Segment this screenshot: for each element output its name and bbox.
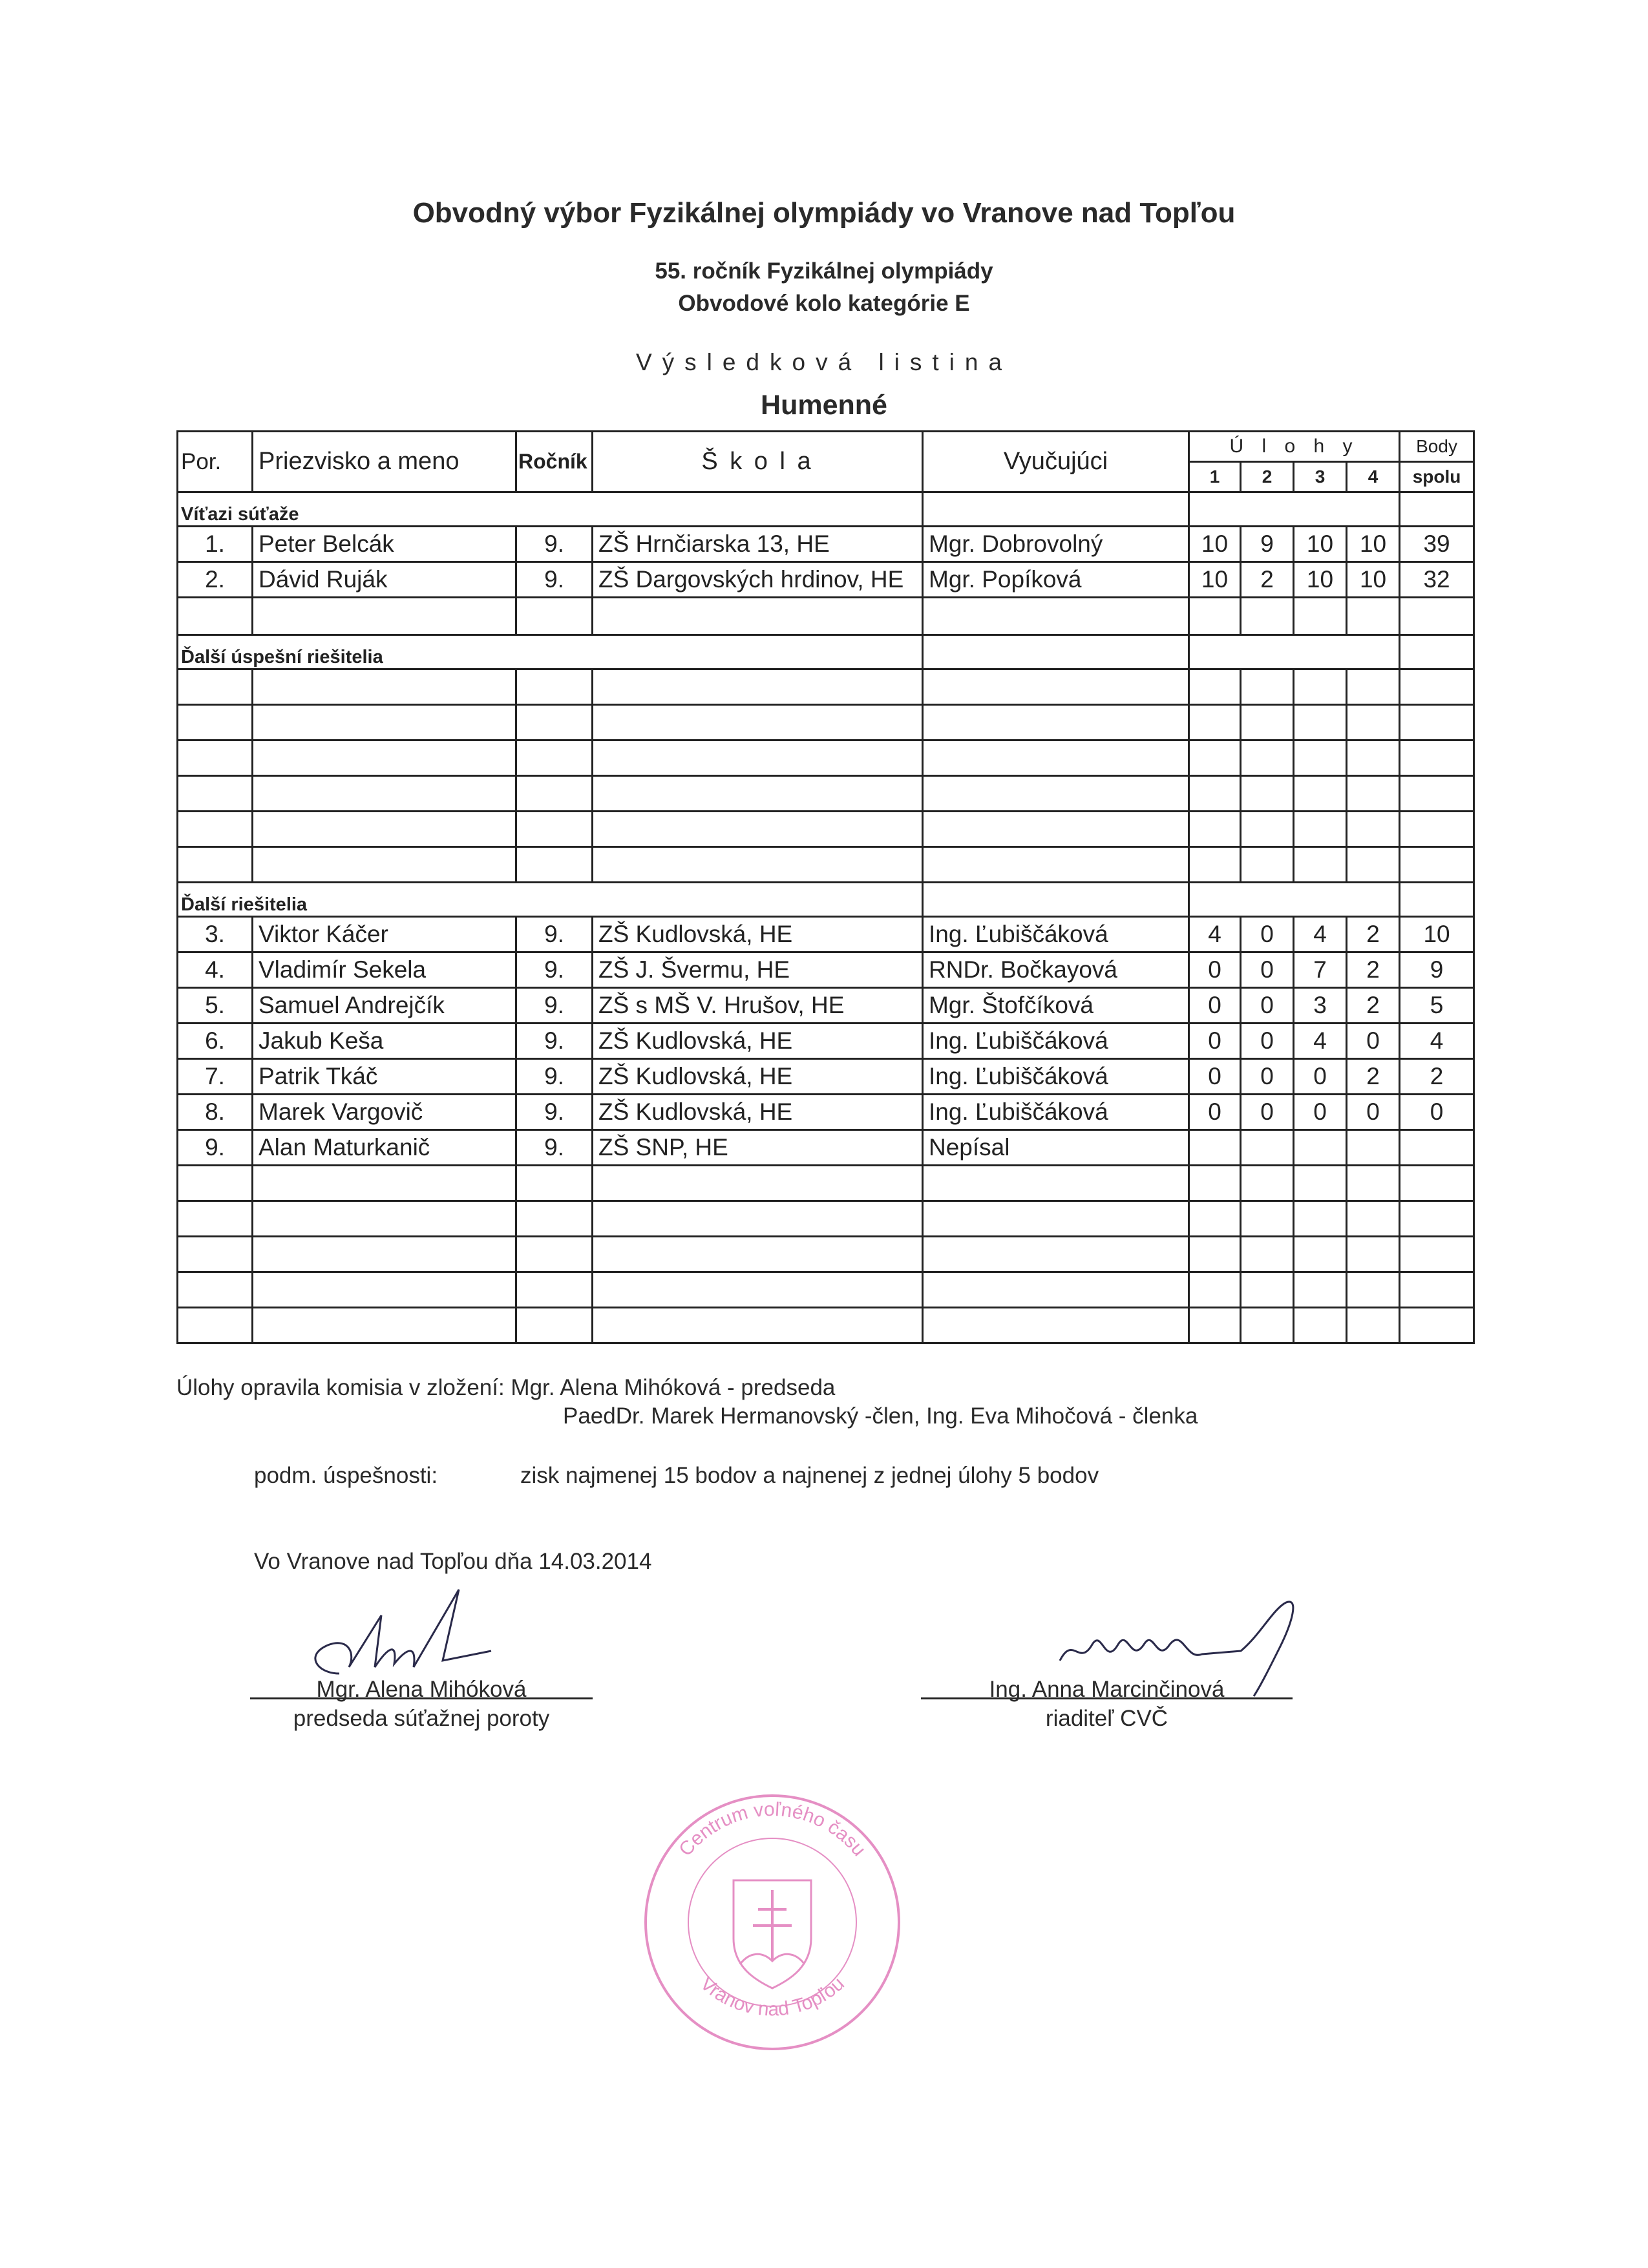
row-task-2 (1241, 1130, 1294, 1166)
row-name: Dávid Ruják (253, 562, 516, 598)
row-task-4: 0 (1347, 1024, 1400, 1059)
row-spolu: 9 (1400, 952, 1474, 988)
row-skola: ZŠ Kudlovská, HE (593, 1024, 923, 1059)
table-row (178, 1059, 1474, 1095)
row-rocnik: 9. (516, 527, 593, 562)
row-task-3 (1294, 1130, 1347, 1166)
winners-rows (178, 527, 1474, 598)
row-por: 6. (178, 1024, 253, 1059)
blank-row (178, 1272, 1474, 1308)
stamp-text-bottom: Vranov nad Topľou (696, 1973, 849, 2021)
row-spolu: 32 (1400, 562, 1474, 598)
blank-row (178, 740, 1474, 776)
header-vyucujuci: Vyučujúci (923, 432, 1189, 492)
section-others-row (178, 883, 1474, 917)
row-name: Jakub Keša (253, 1024, 516, 1059)
blank-row (178, 1237, 1474, 1272)
right-signatory-name: Ing. Anna Marcinčinová (989, 1677, 1225, 1702)
row-skola: ZŠ Dargovských hrdinov, HE (593, 562, 923, 598)
row-task-1 (1189, 1130, 1241, 1166)
table-row (178, 1095, 1474, 1130)
row-task-4: 10 (1347, 527, 1400, 562)
row-task-1: 0 (1189, 952, 1241, 988)
row-skola: ZŠ Hrnčiarska 13, HE (593, 527, 923, 562)
row-task-1: 0 (1189, 1024, 1241, 1059)
row-spolu: 39 (1400, 527, 1474, 562)
row-spolu: 5 (1400, 988, 1474, 1024)
blank-row (178, 776, 1474, 812)
row-por: 4. (178, 952, 253, 988)
row-task-4: 2 (1347, 952, 1400, 988)
row-rocnik: 9. (516, 1024, 593, 1059)
left-signatory-name: Mgr. Alena Mihóková (316, 1677, 527, 1702)
header-por: Por. (178, 432, 253, 492)
row-skola: ZŠ J. Švermu, HE (593, 952, 923, 988)
row-task-2: 0 (1241, 1024, 1294, 1059)
row-task-2: 0 (1241, 1095, 1294, 1130)
commission-line-1: Úlohy opravila komisia v zložení: Mgr. Alena Mihóková - predseda (176, 1375, 836, 1400)
row-name: Patrik Tkáč (253, 1059, 516, 1095)
row-task-4: 10 (1347, 562, 1400, 598)
blank-row (178, 1308, 1474, 1343)
row-name: Vladimír Sekela (253, 952, 516, 988)
district-name: Humenné (761, 390, 887, 421)
blank-rows (178, 669, 1474, 883)
header-task-4: 4 (1347, 462, 1400, 492)
blank-row (178, 598, 1474, 635)
header-rocnik: Ročník (516, 432, 593, 492)
blank-row (178, 812, 1474, 847)
row-vyucujuci: Ing. Ľubiščáková (923, 1095, 1189, 1130)
header-task-1: 1 (1189, 462, 1241, 492)
condition-text: zisk najmenej 15 bodov a najnenej z jednej úlohy 5 bodov (520, 1463, 1099, 1488)
row-por: 7. (178, 1059, 253, 1095)
row-vyucujuci: Ing. Ľubiščáková (923, 917, 1189, 952)
row-task-2: 0 (1241, 988, 1294, 1024)
row-rocnik: 9. (516, 988, 593, 1024)
competition-round: Obvodové kolo kategórie E (678, 291, 970, 316)
row-skola: ZŠ Kudlovská, HE (593, 1059, 923, 1095)
row-task-1: 10 (1189, 527, 1241, 562)
section-others-label: Ďalší riešitelia (178, 883, 923, 917)
row-task-1: 0 (1189, 988, 1241, 1024)
row-task-2: 0 (1241, 952, 1294, 988)
blank-row (178, 1201, 1474, 1237)
row-task-3: 4 (1294, 917, 1347, 952)
row-task-1: 10 (1189, 562, 1241, 598)
row-spolu (1400, 1130, 1474, 1166)
header-spolu: spolu (1400, 462, 1474, 492)
row-task-2: 0 (1241, 917, 1294, 952)
row-task-4: 2 (1347, 917, 1400, 952)
row-spolu: 0 (1400, 1095, 1474, 1130)
row-vyucujuci: Nepísal (923, 1130, 1189, 1166)
row-task-3: 10 (1294, 562, 1347, 598)
row-vyucujuci: RNDr. Bočkayová (923, 952, 1189, 988)
row-task-3: 3 (1294, 988, 1347, 1024)
commission-line-2: PaedDr. Marek Hermanovský -člen, Ing. Eva Mihočová - členka (563, 1403, 1198, 1429)
row-por: 2. (178, 562, 253, 598)
row-skola: ZŠ SNP, HE (593, 1130, 923, 1166)
table-row (178, 562, 1474, 598)
row-rocnik: 9. (516, 1095, 593, 1130)
header-ulohy: Ú l o h y (1189, 432, 1400, 462)
header-task-3: 3 (1294, 462, 1347, 492)
row-name: Viktor Káčer (253, 917, 516, 952)
row-task-3: 4 (1294, 1024, 1347, 1059)
header-task-2: 2 (1241, 462, 1294, 492)
row-name: Peter Belcák (253, 527, 516, 562)
blank-row (178, 705, 1474, 740)
row-task-1: 0 (1189, 1095, 1241, 1130)
row-task-3: 7 (1294, 952, 1347, 988)
row-task-2: 2 (1241, 562, 1294, 598)
row-task-1: 4 (1189, 917, 1241, 952)
row-vyucujuci: Mgr. Štofčíková (923, 988, 1189, 1024)
row-por: 1. (178, 527, 253, 562)
row-task-4: 2 (1347, 1059, 1400, 1095)
header-body: Body (1400, 432, 1474, 462)
section-successful-label: Ďalší úspešní riešitelia (178, 635, 923, 669)
stamp-text-top: Centrum voľného času (675, 1798, 870, 1860)
row-por: 9. (178, 1130, 253, 1166)
competition-year: 55. ročník Fyzikálnej olympiády (655, 258, 993, 284)
row-spolu: 4 (1400, 1024, 1474, 1059)
row-task-4: 2 (1347, 988, 1400, 1024)
row-rocnik: 9. (516, 1059, 593, 1095)
row-task-3: 0 (1294, 1059, 1347, 1095)
blank-row (178, 669, 1474, 705)
left-signatory-role: predseda súťažnej poroty (293, 1706, 550, 1731)
table-header-row (178, 432, 1474, 462)
row-task-1: 0 (1189, 1059, 1241, 1095)
row-name: Alan Maturkanič (253, 1130, 516, 1166)
blank-rows (178, 1166, 1474, 1343)
row-por: 5. (178, 988, 253, 1024)
row-skola: ZŠ Kudlovská, HE (593, 917, 923, 952)
row-skola: ZŠ s MŠ V. Hrušov, HE (593, 988, 923, 1024)
row-spolu: 10 (1400, 917, 1474, 952)
row-vyucujuci: Ing. Ľubiščáková (923, 1059, 1189, 1095)
blank-row (178, 1166, 1474, 1201)
row-vyucujuci: Ing. Ľubiščáková (923, 1024, 1189, 1059)
row-rocnik: 9. (516, 917, 593, 952)
row-task-2: 9 (1241, 527, 1294, 562)
row-vyucujuci: Mgr. Popíková (923, 562, 1189, 598)
place-date: Vo Vranove nad Topľou dňa 14.03.2014 (254, 1549, 652, 1574)
row-por: 8. (178, 1095, 253, 1130)
row-vyucujuci: Mgr. Dobrovolný (923, 527, 1189, 562)
right-signatory-role: riaditeľ CVČ (1045, 1706, 1168, 1731)
section-winners-label: Víťazi súťaže (178, 492, 923, 527)
row-task-2: 0 (1241, 1059, 1294, 1095)
row-task-3: 10 (1294, 527, 1347, 562)
table-row (178, 952, 1474, 988)
row-por: 3. (178, 917, 253, 952)
row-spolu: 2 (1400, 1059, 1474, 1095)
row-skola: ZŠ Kudlovská, HE (593, 1095, 923, 1130)
others-rows (178, 917, 1474, 1166)
results-table (176, 430, 1475, 1344)
header-skola: Š k o l a (593, 432, 923, 492)
header-name: Priezvisko a meno (253, 432, 516, 492)
blank-row (178, 847, 1474, 883)
results-list-heading: Výsledková listina (635, 349, 1013, 375)
section-winners-row (178, 492, 1474, 527)
row-name: Samuel Andrejčík (253, 988, 516, 1024)
official-stamp (637, 1787, 908, 2058)
row-task-4: 0 (1347, 1095, 1400, 1130)
table-row (178, 527, 1474, 562)
table-row (178, 988, 1474, 1024)
table-row (178, 1024, 1474, 1059)
table-row (178, 1130, 1474, 1166)
row-name: Marek Vargovič (253, 1095, 516, 1130)
table-row (178, 917, 1474, 952)
row-rocnik: 9. (516, 1130, 593, 1166)
condition-label: podm. úspešnosti: (254, 1463, 438, 1488)
document-title: Obvodný výbor Fyzikálnej olympiády vo Vranove nad Topľou (412, 197, 1236, 229)
row-rocnik: 9. (516, 952, 593, 988)
section-successful-row (178, 635, 1474, 669)
row-task-4 (1347, 1130, 1400, 1166)
row-rocnik: 9. (516, 562, 593, 598)
row-task-3: 0 (1294, 1095, 1347, 1130)
